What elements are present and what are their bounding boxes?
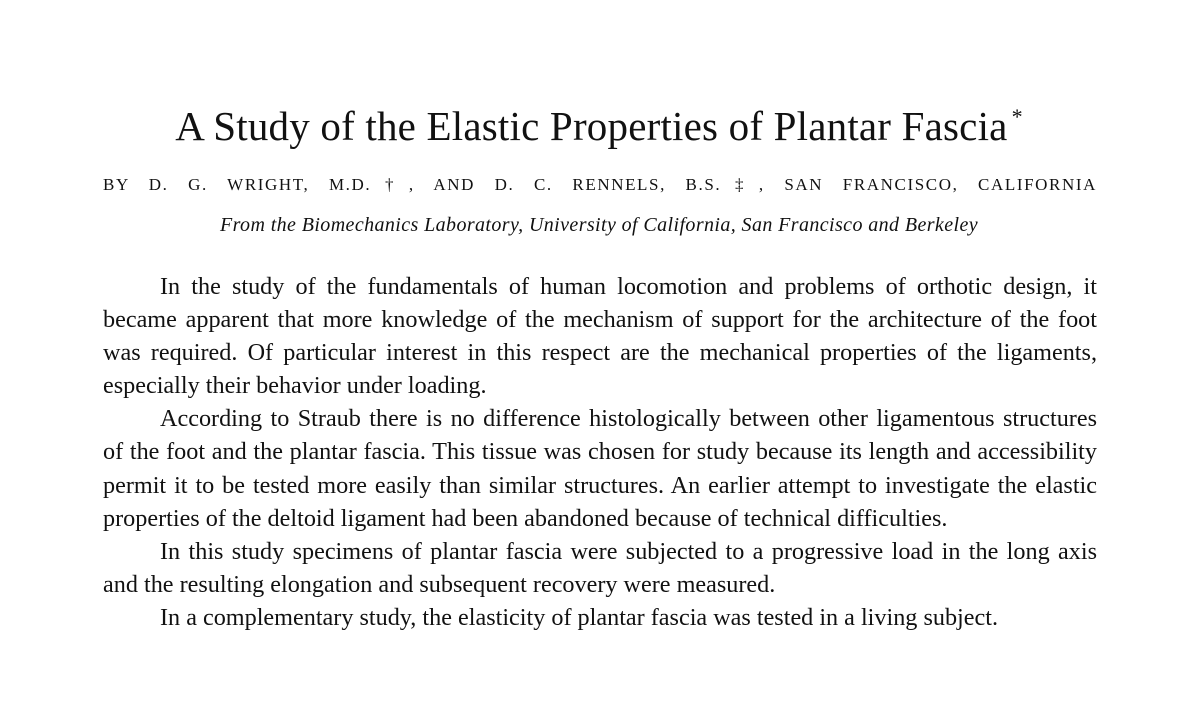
article-body bbox=[103, 270, 1097, 634]
body-paragraph-1: In the study of the fundamentals of human locomotion and problems of orthotic design, it became apparent that more knowledge of the mechanism of support for the architecture of the foot was required. Of particular interest in this respect are the mechanical properties of the ligaments, especially their behavior under loading. bbox=[103, 273, 1097, 400]
author-byline: BY D. G. WRIGHT, M.D.†, AND D. C. RENNELS, B.S.‡, SAN FRANCISCO, CALIFORNIA bbox=[103, 175, 1097, 194]
article-title bbox=[0, 92, 1198, 151]
title-footnote-mark: * bbox=[1011, 104, 1023, 129]
body-paragraph-3: In this study specimens of plantar fascia were subjected to a progressive load in the long axis and the resulting elongation and subsequent recovery were measured. bbox=[103, 537, 1097, 598]
article-title-text: A Study of the Elastic Properties of Plantar Fascia bbox=[175, 103, 1008, 149]
body-paragraph-2: According to Straub there is no difference histologically between other ligamentous structures of the foot and the plantar fascia. This tissue was chosen for study because its length and accessibility permit it to be tested more easily than similar structures. An earlier attempt to investigate the elastic properties of the deltoid ligament had been abandoned because of technical difficulties. bbox=[103, 405, 1097, 532]
author-affiliation: From the Biomechanics Laboratory, University of California, San Francisco and Berkeley bbox=[220, 214, 978, 236]
body-paragraph-4: In a complementary study, the elasticity of plantar fascia was tested in a living subject. bbox=[160, 603, 999, 631]
